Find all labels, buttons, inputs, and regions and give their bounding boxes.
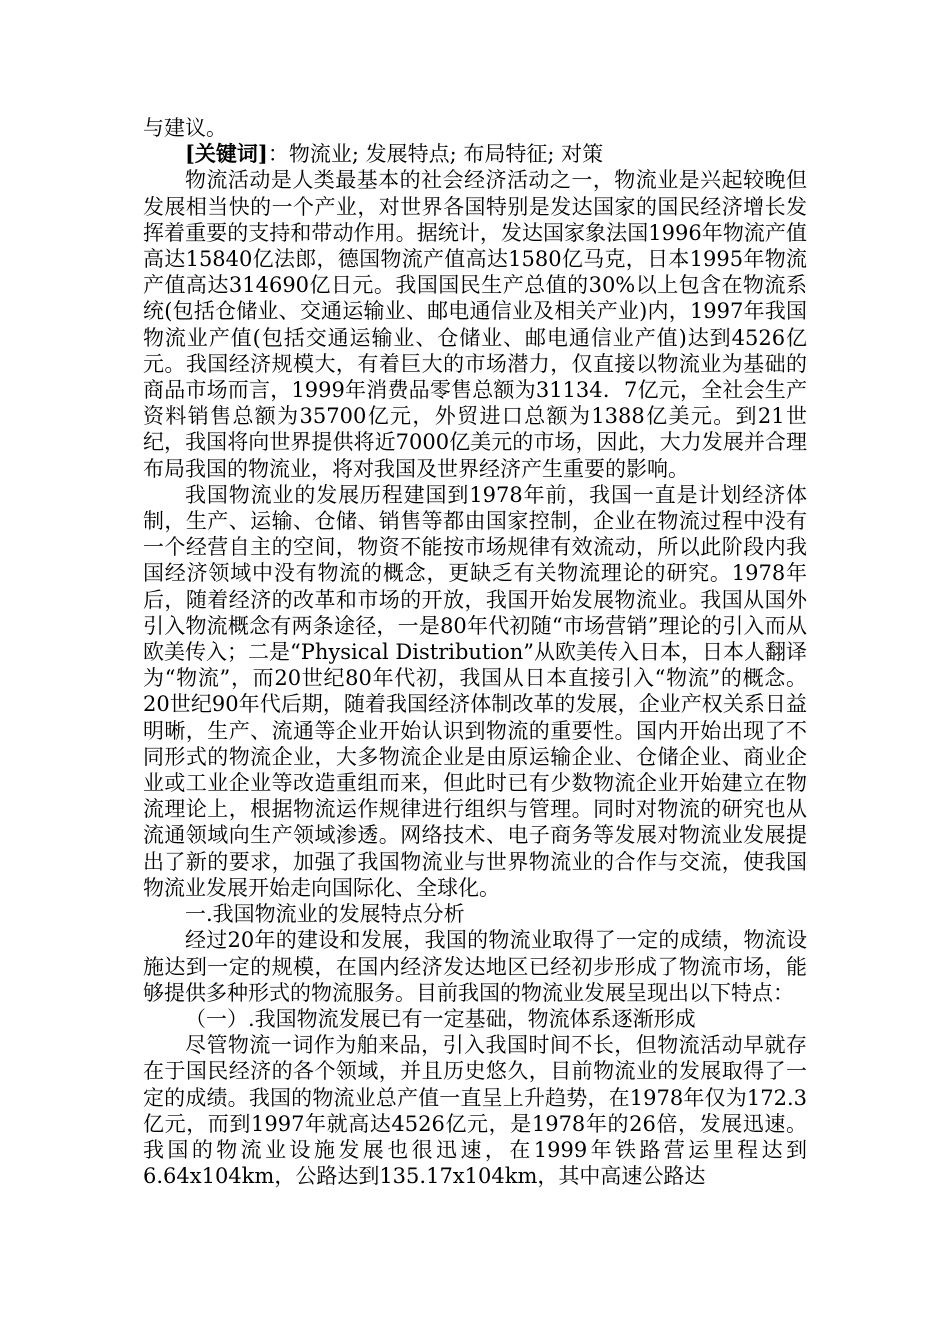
keywords-text: ：物流业; 发展特点; 布局特征; 对策 (267, 142, 604, 167)
section-paragraph: 经过20年的建设和发展，我国的物流业取得了一定的成绩，物流设施达到一定的规模，在国内经济发达地区已经初步形成了物流市场，能够提供多种形式的物流服务。目前我国的物流业发展呈现出以下特点： (143, 928, 807, 1005)
section-heading: 一.我国物流业的发展特点分析 (185, 902, 465, 927)
paragraph-logistics-overview: 物流活动是人类最基本的社会经济活动之一，物流业是兴起较晚但发展相当快的一个产业，对世界各国特别是发达国家的国民经济增长发挥着重要的支持和带动作用。据统计，发达国家象法国1996年物流产值高达15840亿法郎，德国物流产值高达1580亿马克，日本1995年物流产值高达314690亿日元。我国国民生产总值的30%以上包含在物流系统(包括仓储业、交通运输业、邮电通信业及相关产业)内，1997年我国物流业产值(包括交通运输业、仓储业、邮电通信业产值)达到4526亿元。我国经济规模大，有着巨大的市场潜力，仅直接以物流业为基础的商品市场而言，1999年消费品零售总额为31134．7亿元，全社会生产资料销售总额为35700亿元，外贸进口总额为1388亿美元。到21世纪，我国将向世界提供将近7000亿美元的市场，因此，大力发展并合理布局我国的物流业，将对我国及世界经济产生重要的影响。 (143, 168, 807, 481)
subsection-heading: （一）.我国物流发展已有一定基础，物流体系逐渐形成 (185, 1006, 696, 1031)
subsection-paragraph: 尽管物流一词作为舶来品，引入我国时间不长，但物流活动早就存在于国民经济的各个领域，并且历史悠久，目前物流业的发展取得了一定的成绩。我国的物流业总产值一直呈上升趋势，在1978年仅为172.3亿元，而到1997年就高达4526亿元，是1978年的26倍，发展迅速。我国的物流业设施发展也很迅速，在1999年铁路营运里程达到6.64x104km，公路达到135.17x104km，其中高速公路达 (143, 1033, 807, 1189)
keywords-line (143, 141, 807, 167)
intro-tail: 与建议。 (143, 116, 227, 140)
keywords-label: [关键词] (185, 141, 268, 167)
paragraph-development-history: 我国物流业的发展历程建国到1978年前，我国一直是计划经济体制，生产、运输、仓储、销售等都由国家控制，企业在物流过程中没有一个经营自主的空间，物资不能按市场规律有效流动，所以此阶段内我国经济领域中没有物流的概念，更缺乏有关物流理论的研究。1978年后，随着经济的改革和市场的开放，我国开始发展物流业。我国从国外引入物流概念有两条途径，一是80年代初随“市场营销”理论的引入而从欧美传入；二是“Physical Distribution”从欧美传入日本，日本人翻译为“物流”，而20世纪80年代初，我国从日本直接引入“物流”的概念。20世纪90年代后期，随着我国经济体制改革的发展，企业产权关系日益明晰，生产、流通等企业开始认识到物流的重要性。国内开始出现了不同形式的物流企业，大多物流企业是由原运输企业、仓储企业、商业企业或工业企业等改造重组而来，但此时已有少数物流企业开始建立在物流理论上，根据物流运作规律进行组织与管理。同时对物流的研究也从流通领域向生产领域渗透。网络技术、电子商务等发展对物流业发展提出了新的要求，加强了我国物流业与世界物流业的合作与交流，使我国物流业发展开始走向国际化、全球化。 (143, 482, 807, 900)
document-page (143, 115, 807, 1189)
